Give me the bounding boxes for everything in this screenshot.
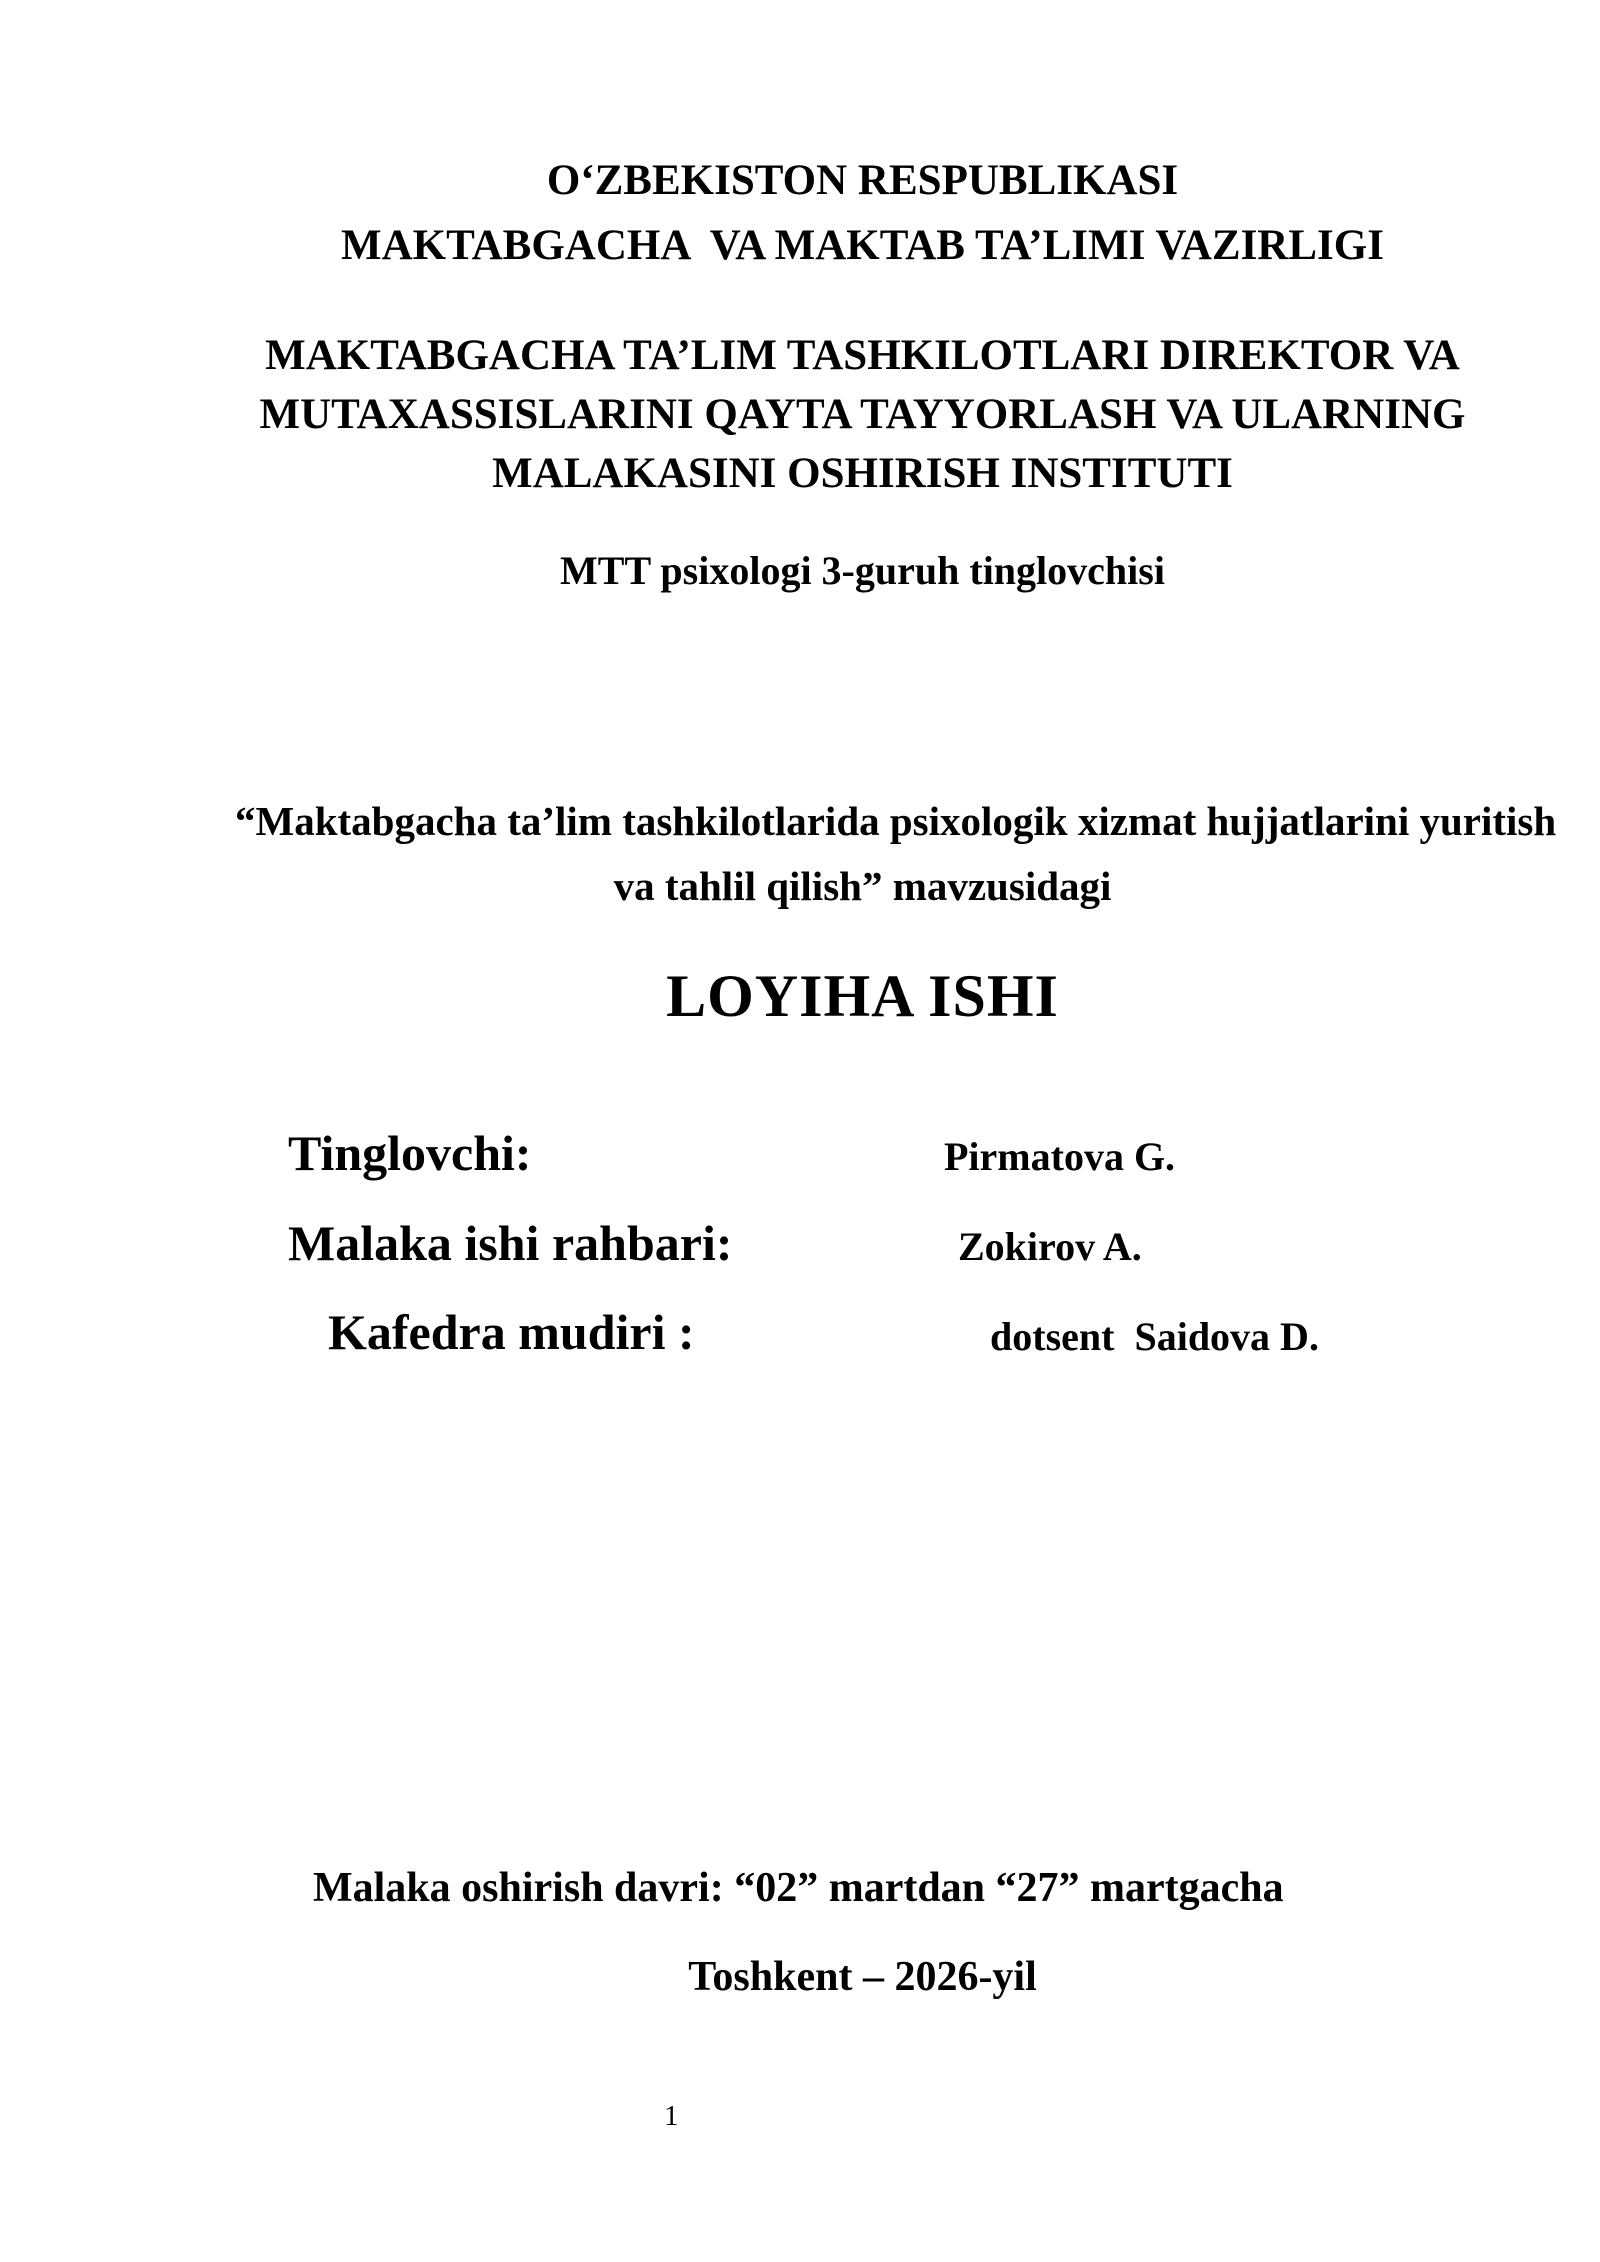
institute-name-line-1: MAKTABGACHA TA’LIM TASHKILOTLARI DIREKTOR VA [265,332,1460,379]
topic-title-line-1: “Maktabgacha ta’lim tashkilotlarida psixologik xizmat hujjatlarini yuritish [235,798,1557,844]
signatory-label-kafedra-mudiri: Kafedra mudiri : [328,1304,695,1360]
signatory-label-rahbari: Malaka ishi rahbari: [288,1215,733,1271]
topic-title-line-2: va tahlil qilish” mavzusidagi [613,863,1112,909]
institute-name-line-2: MUTAXASSISLARINI QAYTA TAYYORLASH VA ULARNING [259,391,1466,438]
signatory-value-kafedra-mudiri: dotsent Saidova D. [990,1314,1319,1359]
city-year-line: Toshkent – 2026-yil [688,1954,1037,2000]
institute-name-line-3: MALAKASINI OSHIRISH INSTITUTI [492,450,1233,497]
ministry-line-1: O‘ZBEKISTON RESPUBLIKASI [546,157,1179,204]
author-group-line: MTT psixologi 3-guruh tinglovchisi [560,548,1165,593]
signatory-value-tinglovchi: Pirmatova G. [944,1134,1176,1179]
page-number: 1 [664,2100,679,2132]
training-period-line: Malaka oshirish davri: “02” martdan “27” martgacha [313,1865,1284,1911]
ministry-line-2: MAKTABGACHA VA MAKTAB TA’LIMI VAZIRLIGI [341,222,1384,269]
signatory-label-tinglovchi: Tinglovchi: [288,1125,532,1181]
work-type-title: LOYIHA ISHI [666,963,1059,1029]
signatory-value-rahbari: Zokirov A. [958,1224,1142,1269]
